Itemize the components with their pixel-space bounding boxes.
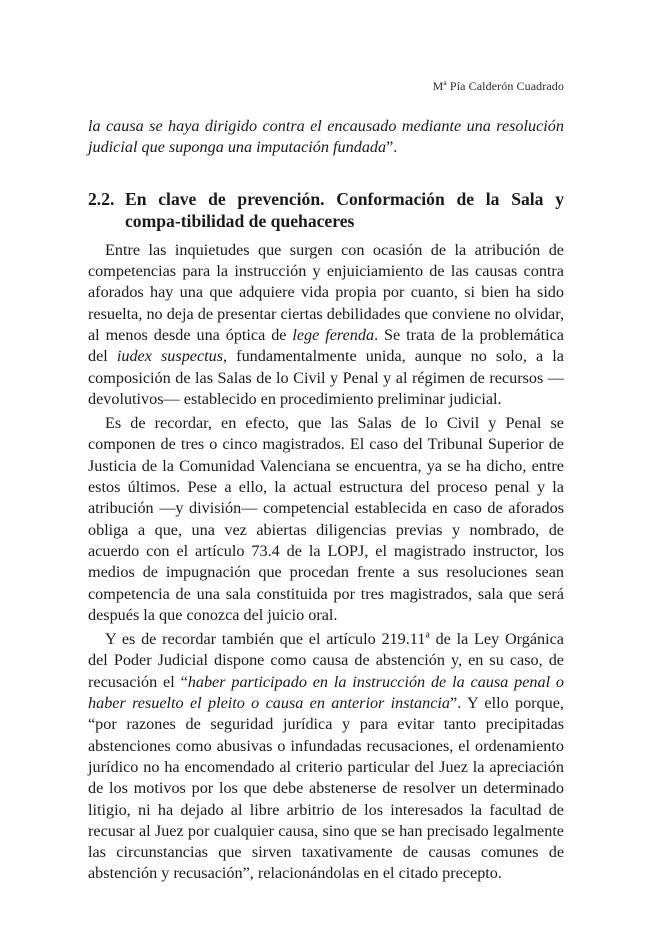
running-header-author: Mª Pía Calderón Cuadrado [432, 79, 564, 93]
opening-italic-text: la causa se haya dirigido contra el encausado mediante una resolución judicial que suponga una imputación fundada [88, 117, 564, 157]
opening-quote-fragment [88, 116, 564, 159]
paragraph-3-text-a: Y es de recordar también que el artículo 219.11 [105, 630, 426, 649]
paragraph-3 [88, 629, 564, 885]
paragraph-3-italic-quote: haber participado en la instrucción de la causa penal o haber resuelto el pleito o causa en anterior instancia [88, 672, 565, 713]
paragraph-1-italic-lege-ferenda: lege ferenda [292, 325, 375, 344]
paragraph-1-text-c: . Se trata de la problemática del [88, 325, 564, 366]
paragraph-2: Es de recordar, en efecto, que las Salas de lo Civil y Penal se componen de tres o cinco magistrados. El caso del Tribunal Superior de Justicia de la Comunidad Valenciana se encuentra, ya se ha dicho, entre estos últimos. Pese a ello, la actual estructura del proceso penal y la atribución —y división— competencial establecida en caso de aforados obliga a que, una vez abiertas diligencias previas y nombrado, de acuerdo con el artículo 73.4 de la LOPJ, el magistrado instructor, los medios de impugnación que procedan frente a sus resoluciones sean competencia de una sala constituida por tres magistrados, sala que será después la que conozca del juicio oral. [88, 414, 564, 624]
opening-quote-close: ”. [386, 138, 398, 157]
paragraph-1 [88, 240, 564, 410]
paragraph-1-text-e: , fundamentalmente unida, aunque no solo, a la composición de las Salas de lo Civil y Penal y al régimen de recursos —devolutivos— establecido en procedimiento preliminar judicial. [88, 347, 564, 408]
section-heading [88, 188, 564, 233]
paragraph-1-text-a: Entre las inquietudes que surgen con ocasión de la atribución de competencias para la instrucción y enjuiciamiento de las causas contra aforados hay una que adquiere vida propia por cuanto, si bien ha sido resuelta, no deja de presentar ciertas debilidades que conviene no olvidar, al menos desde una óptica de [88, 240, 564, 344]
paragraph-1-italic-iudex: iudex suspectus [116, 347, 224, 366]
section-number: 2.2. [88, 188, 115, 209]
paragraph-3-text-b: de la Ley Orgánica del Poder Judicial dispone como causa de abstención y, en su caso, de recusación el “ [88, 630, 564, 691]
section-title: En clave de prevención. Conformación de la Sala y compa-tibilidad de quehaceres [125, 188, 564, 232]
body-text [88, 116, 564, 885]
paragraph-3-text-d: ”. Y ello porque, “por razones de seguridad jurídica y para evitar tanto precipitadas abstenciones como abusivas o infundadas recusaciones, el ordenamiento jurídico no ha encomendado al criterio particular del Juez la apreciación de los motivos por los que debe abstenerse de resolver un determinado litigio, ni ha dejado al libre arbitrio de los interesados la facultad de recusar al Juez por cualquier causa, sino que se han precisado legalmente las circunstancias que sirven taxativamente de causas comunes de abstención y recusación”, relacionándolas en el citado precepto. [88, 694, 564, 883]
paragraph-3-superscript: a [425, 629, 430, 641]
